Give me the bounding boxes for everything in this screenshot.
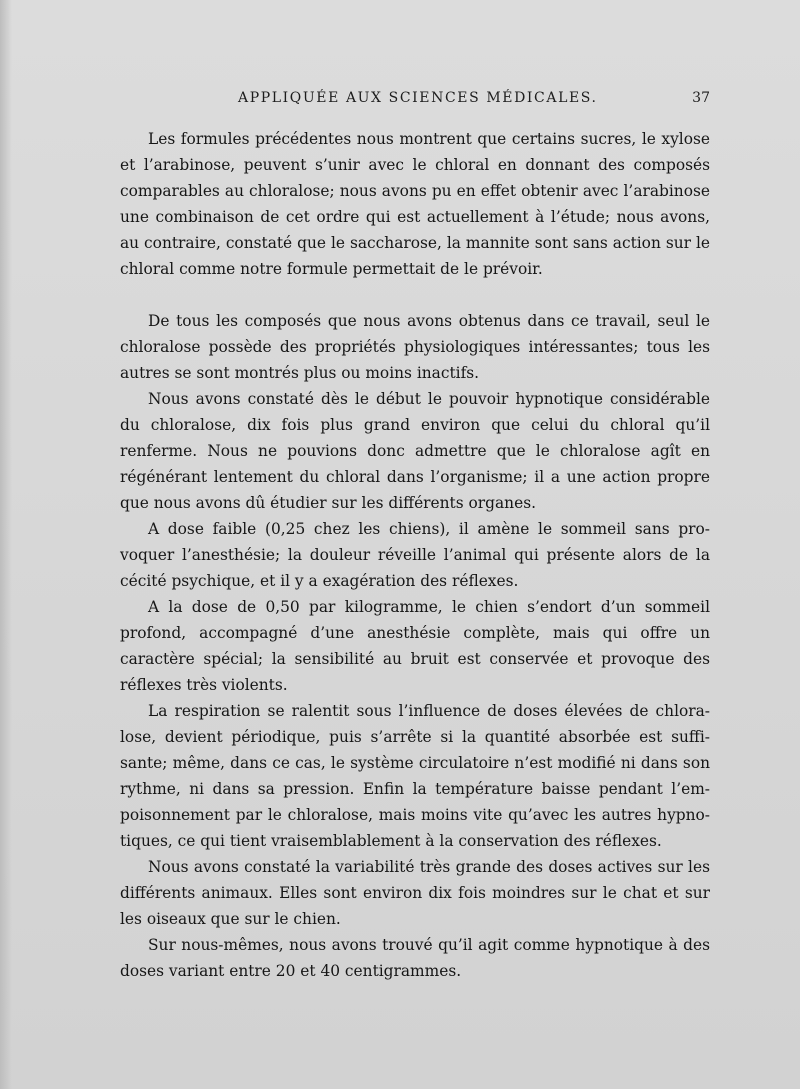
paragraph: De tous les composés que nous avons obtenus dans ce travail, seul le chloralose possède des propriétés physiologiques intéressantes; tous les autres se sont montrés plus ou moins inactifs.: [120, 312, 710, 382]
paragraph: Nous avons constaté dès le début le pouvoir hypnotique considérable du chloralose, dix fois plus grand environ que celui du chloral qu’il renferme. Nous ne pouvions donc admettre que le chloralose agît en régénérant lentement du chloral dans l’organisme; il a une action propre que nous avons dû étudier sur les différents organes.: [120, 390, 710, 512]
body-text: [120, 126, 710, 984]
paragraph: Nous avons constaté la variabilité très grande des doses actives sur les différents animaux. Elles sont environ dix fois moindres sur le chat et sur les oiseaux que sur le chien.: [120, 858, 710, 928]
paragraph: A la dose de 0,50 par kilogramme, le chien s’endort d’un sommeil profond, accompagné d’une anesthésie complète, mais qui offre un caractère spécial; la sensibilité au bruit est conservée et provoque des réflexes très violents.: [120, 598, 710, 694]
paragraph: La respiration se ralentit sous l’influence de doses élevées de chloralose, devient périodique, puis s’arrête si la quantité absorbée est suffisante; même, dans ce cas, le système circulatoire n’est modifié ni dans son rythme, ni dans sa pression. Enfin la température baisse pendant l’empoisonnement par le chloralose, mais moins vite qu’avec les autres hypnotiques, ce qui tient vraisemblablement à la conservation des réflexes.: [120, 702, 710, 850]
paragraph: Sur nous-mêmes, nous avons trouvé qu’il agit comme hypnotique à des doses variant entre 20 et 40 centigrammes.: [120, 936, 710, 980]
paragraph: Les formules précédentes nous montrent que certains sucres, le xylose et l’arabinose, peuvent s’unir avec le chloral en donnant des composés comparables au chloralose; nous avons pu en effet obtenir avec l’arabinose une combinaison de cet ordre qui est actuellement à l’étude; nous avons, au contraire, constaté que le saccharose, la mannite sont sans action sur le chloral comme notre formule permettait de le prévoir.: [120, 130, 710, 278]
page-header: [120, 90, 710, 112]
paragraph: A dose faible (0,25 chez les chiens), il amène le sommeil sans provoquer l’anesthésie; la douleur réveille l’animal qui présente alors de la cécité psychique, et il y a exagération des réflexes.: [120, 520, 710, 590]
running-title: APPLIQUÉE AUX SCIENCES MÉDICALES.: [238, 90, 598, 106]
page-number: 37: [692, 90, 710, 106]
